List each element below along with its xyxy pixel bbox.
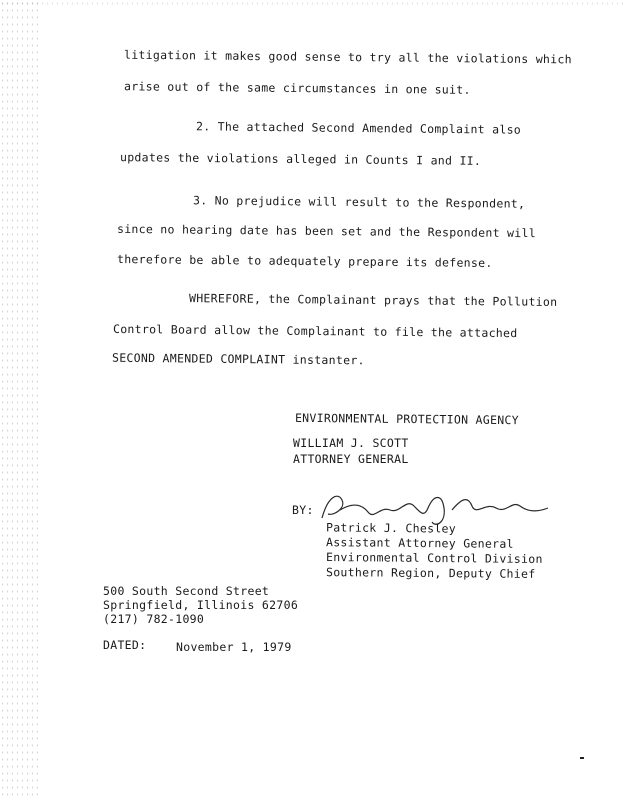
paragraph-3-line-1: 3. No prejudice will result to the Respondent, bbox=[192, 193, 526, 211]
attorney-general-name: WILLIAM J. SCOTT bbox=[293, 436, 409, 450]
agency-name: ENVIRONMENTAL PROTECTION AGENCY bbox=[294, 410, 520, 428]
signer-title-2: Environmental Control Division bbox=[325, 550, 543, 566]
dated-label: DATED: bbox=[103, 638, 147, 652]
dated-value: November 1, 1979 bbox=[176, 640, 292, 654]
address-phone: (217) 782-1090 bbox=[103, 612, 205, 626]
paragraph-3-line-2: since no hearing date has been set and the Respondent will bbox=[116, 221, 537, 241]
paragraph-2-line-1: 2. The attached Second Amended Complaint also bbox=[195, 119, 522, 137]
scan-mark bbox=[580, 757, 584, 759]
paragraph-2-line-2: updates the violations alleged in Counts I and II. bbox=[119, 150, 482, 168]
scan-noise-top bbox=[0, 0, 623, 8]
address-city: Springfield, Illinois 62706 bbox=[103, 598, 299, 612]
paragraph-4-line-3: SECOND AMENDED COMPLAINT instanter. bbox=[111, 350, 365, 368]
attorney-general-title: ATTORNEY GENERAL bbox=[293, 452, 409, 466]
paragraph-1-line-2: arise out of the same circumstances in one suit. bbox=[123, 79, 471, 97]
signer-title-3: Southern Region, Deputy Chief bbox=[325, 565, 536, 581]
signer-title-1: Assistant Attorney General bbox=[325, 535, 514, 551]
paragraph-4-line-2: Control Board allow the Complainant to file the attached bbox=[112, 321, 518, 341]
signer-name: Patrick J. Chesley bbox=[325, 520, 457, 536]
scan-noise-left bbox=[0, 0, 40, 800]
address-street: 500 South Second Street bbox=[103, 584, 270, 598]
by-label: BY: bbox=[292, 503, 314, 517]
paragraph-1-line-1: litigation it makes good sense to try all the violations which bbox=[123, 47, 572, 67]
paragraph-3-line-3: therefore be able to adequately prepare its defense. bbox=[116, 252, 493, 270]
paragraph-4-line-1: WHEREFORE, the Complainant prays that the Pollution bbox=[188, 291, 558, 309]
